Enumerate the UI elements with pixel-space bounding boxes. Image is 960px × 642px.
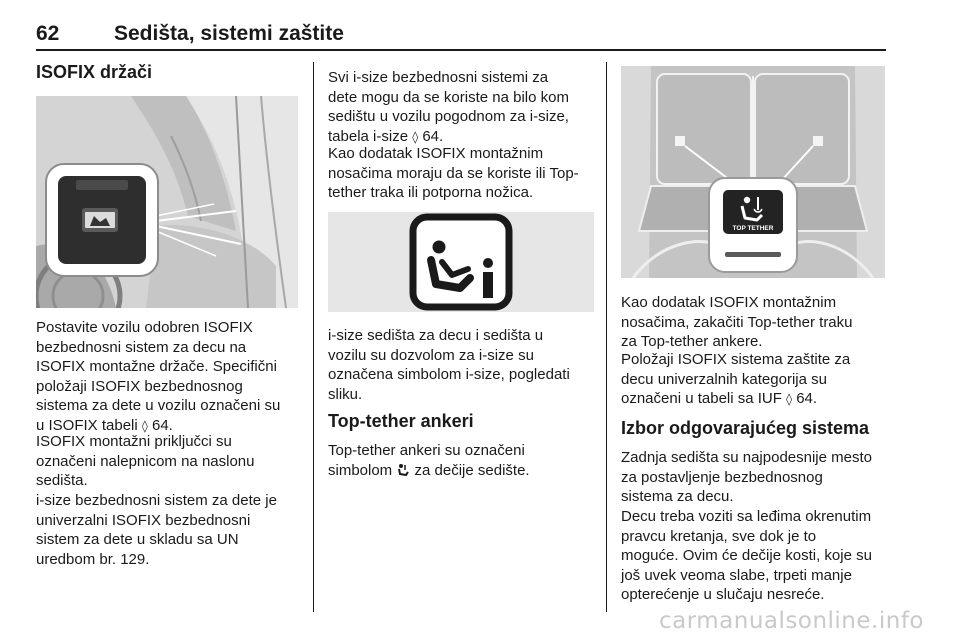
paragraph-isize-definition: i-size bezbednosni sistem za dete je univerzalni ISOFIX bezbednosni sistem za dete u skladu sa UN uredbom br. 129. xyxy=(36,492,277,568)
page-reference-icon: ◊ xyxy=(786,392,793,407)
paragraph-iuf-positions: Položaji ISOFIX sistema zaštite za decu univerzalnih kategorija su označeni u tabeli sa IUF ◊ 64. xyxy=(621,351,851,408)
isize-symbol-figure xyxy=(328,212,594,312)
paragraph-isofix-install: Postavite vozilu odobren ISOFIX bezbednosni sistem za decu na ISOFIX montažne držače. Specifični položaji ISOFIX bezbednosnog sistema za dete u vozilu označeni su u ISOFIX tabeli ◊ 64. xyxy=(36,319,281,434)
page-title: Sedišta, sistemi zaštite xyxy=(114,22,344,45)
paragraph-rear-facing: Decu treba voziti sa leđima okrenutim pravcu kretanja, sve dok je to moguće. Ovim će dečije kosti, koje su još uvek veoma slabe, trpeti manje opterećenje u slučaju nesreće. xyxy=(621,508,872,604)
paragraph-attach-top-tether: Kao dodatak ISOFIX montažnim nosačima, zakačiti Top-tether traku za Top-tether ankere. xyxy=(621,294,853,351)
paragraph-top-tether-requirement: Kao dodatak ISOFIX montažnim nosačima moraju da se koriste ili Top- tether traka ili potporna nožica. xyxy=(328,145,579,202)
page-number: 62 xyxy=(36,22,60,45)
rear-seat-isofix-illustration xyxy=(36,96,298,308)
rear-seat-isofix-drawing xyxy=(36,96,298,308)
paragraph-isize-seats: Svi i-size bezbednosni sistemi za dete mogu da se koriste na bilo kom sedištu u vozilu pogodnom za i-size, tabela i-size ◊ 64. xyxy=(328,69,569,145)
paragraph-rear-seats: Zadnja sedišta su najpodesnije mesto za postavljenje bezbednosnog sistema za decu. xyxy=(621,449,872,506)
trunk-top-tether-drawing xyxy=(621,66,885,278)
column-divider-left xyxy=(313,62,314,612)
trunk-top-tether-illustration xyxy=(621,66,885,278)
page-reference-icon: ◊ xyxy=(141,418,148,433)
figure-caption-isize: i-size sedišta za decu i sedišta u vozilu su dozvolom za i-size su označena simbolom i-size, pogledati sliku. xyxy=(328,327,570,403)
page-reference-icon: ◊ xyxy=(412,129,419,144)
header-rule xyxy=(36,49,886,51)
paragraph-isofix-label: ISOFIX montažni priključci su označeni nalepnicom na naslonu sedišta. xyxy=(36,433,255,490)
section-heading-system-selection: Izbor odgovarajućeg sistema xyxy=(621,418,870,438)
paragraph-top-tether-symbol: Top-tether ankeri su označeni simbolom za dečije sedište. xyxy=(328,442,530,479)
top-tether-label-text: TOP TETHER xyxy=(732,225,774,232)
section-heading-isofix: ISOFIX držači xyxy=(36,62,153,82)
watermark: carmanualsonline.info xyxy=(658,608,924,634)
column-divider-right xyxy=(606,62,607,612)
isize-symbol-icon xyxy=(328,212,594,312)
section-heading-top-tether: Top-tether ankeri xyxy=(328,411,474,431)
top-tether-anchor-icon xyxy=(396,463,410,477)
page-header xyxy=(0,0,960,52)
